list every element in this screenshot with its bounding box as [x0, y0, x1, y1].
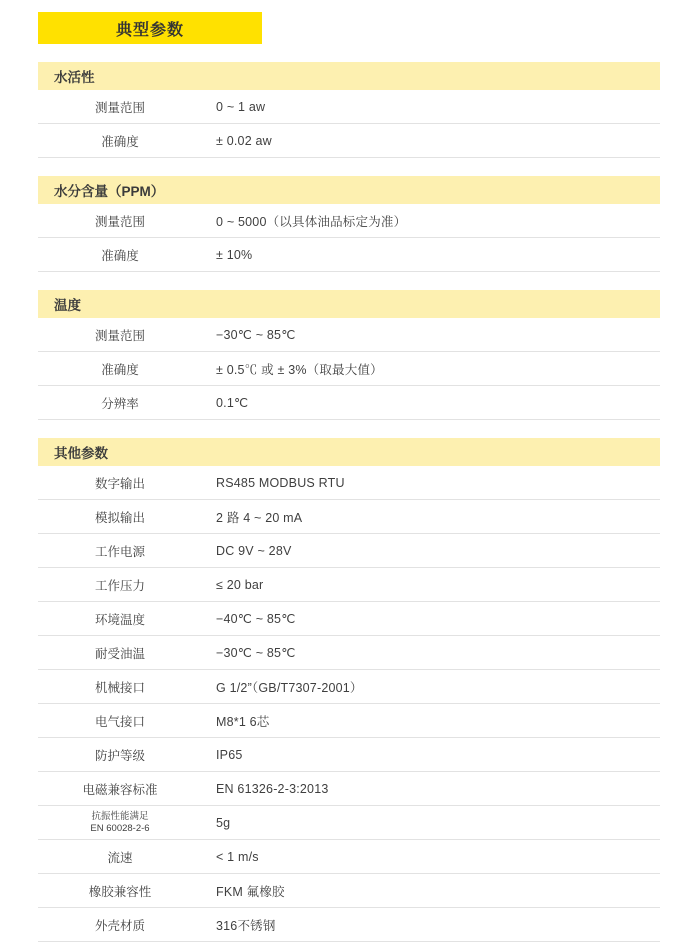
spec-label: 准确度: [101, 134, 139, 149]
table-row: [38, 806, 660, 840]
spec-label: 准确度: [101, 248, 139, 263]
section-header: [38, 62, 660, 90]
spec-section: [38, 290, 660, 420]
spec-value: ± 0.5℃ 或 ± 3%（取最大值）: [216, 362, 383, 377]
spec-label: 橡胶兼容性: [88, 884, 152, 899]
spec-value: −40℃ ~ 85℃: [216, 612, 296, 626]
table-row: [38, 874, 660, 908]
spec-label: 工作电源: [94, 544, 145, 559]
spec-label: 测量范围: [94, 328, 145, 343]
spec-value: 5g: [216, 815, 231, 830]
spec-table: [38, 318, 660, 420]
spec-value: EN 61326-2-3:2013: [216, 781, 329, 796]
table-row: [38, 636, 660, 670]
spec-value: 0 ~ 1 aw: [216, 99, 266, 114]
page-title-banner: [38, 12, 262, 44]
section-header: [38, 290, 660, 318]
section-header: [38, 176, 660, 204]
spec-value: M8*1 6芯: [216, 714, 270, 729]
table-row: [38, 670, 660, 704]
spec-label: 工作压力: [94, 578, 145, 593]
spec-value: 316不锈钢: [216, 918, 276, 933]
table-row: [38, 90, 660, 124]
spec-label: 抗振性能满足 EN 60028-2-6: [90, 810, 150, 834]
table-row: [38, 386, 660, 420]
table-row: [38, 124, 660, 158]
spec-sections: [38, 62, 660, 942]
table-row: [38, 704, 660, 738]
spec-label: 电磁兼容标准: [82, 782, 158, 797]
spec-value: 0 ~ 5000（以具体油品标定为准）: [216, 214, 407, 229]
spec-label: 流速: [107, 850, 133, 865]
table-row: [38, 238, 660, 272]
spec-label: 耐受油温: [94, 646, 145, 661]
table-row: [38, 772, 660, 806]
section-title: 水活性: [54, 70, 95, 85]
spec-value: FKM 氟橡胶: [216, 884, 285, 899]
table-row: [38, 738, 660, 772]
spec-label: 外壳材质: [94, 918, 145, 933]
spec-label: 模拟输出: [94, 510, 145, 525]
spec-value: RS485 MODBUS RTU: [216, 475, 345, 490]
section-title: 温度: [54, 298, 81, 313]
spec-value: 0.1℃: [216, 396, 249, 410]
table-row: [38, 204, 660, 238]
spec-label: 分辨率: [101, 396, 139, 411]
table-row: [38, 534, 660, 568]
spec-label: 机械接口: [94, 680, 145, 695]
table-row: [38, 318, 660, 352]
spec-table: [38, 90, 660, 158]
spec-value: G 1/2”（GB/T7307-2001）: [216, 680, 363, 695]
spec-label: 电气接口: [94, 714, 145, 729]
spec-label: 准确度: [101, 362, 139, 377]
table-row: [38, 500, 660, 534]
spec-label: 数字输出: [94, 476, 145, 491]
page-title: 典型参数: [115, 21, 184, 39]
spec-value: IP65: [216, 747, 243, 762]
section-header: [38, 438, 660, 466]
table-row: [38, 908, 660, 942]
section-title: 其他参数: [54, 446, 108, 461]
spec-section: [38, 438, 660, 942]
spec-label: 测量范围: [94, 100, 145, 115]
spec-value: ± 10%: [216, 247, 253, 262]
table-row: [38, 602, 660, 636]
table-row: [38, 568, 660, 602]
spec-table: [38, 204, 660, 272]
spec-label: 环境温度: [94, 612, 145, 627]
spec-sheet-page: [0, 12, 698, 947]
spec-section: [38, 176, 660, 272]
spec-label: 测量范围: [94, 214, 145, 229]
spec-table: [38, 466, 660, 942]
spec-value: 2 路 4 ~ 20 mA: [216, 510, 303, 525]
table-row: [38, 840, 660, 874]
spec-value: < 1 m/s: [216, 849, 259, 864]
spec-section: [38, 62, 660, 158]
spec-value: −30℃ ~ 85℃: [216, 646, 296, 660]
section-title: 水分含量（PPM）: [54, 184, 165, 199]
spec-value: DC 9V ~ 28V: [216, 543, 292, 558]
table-row: [38, 466, 660, 500]
spec-value: ± 0.02 aw: [216, 133, 272, 148]
spec-label: 防护等级: [94, 748, 145, 763]
table-row: [38, 352, 660, 386]
spec-value: −30℃ ~ 85℃: [216, 328, 296, 342]
spec-value: ≤ 20 bar: [216, 577, 264, 592]
